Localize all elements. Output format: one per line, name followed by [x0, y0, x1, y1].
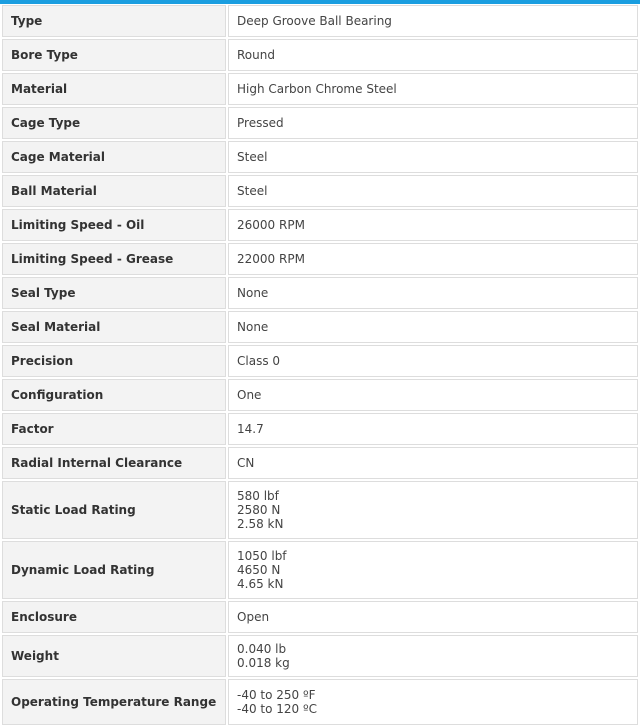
- spec-value-line: 4650 N: [237, 563, 281, 577]
- spec-value-line: 4.65 kN: [237, 577, 284, 591]
- spec-value-line: 14.7: [237, 422, 264, 436]
- spec-value-line: -40 to 120 ºC: [237, 702, 318, 716]
- specifications-body: [2, 5, 638, 725]
- spec-label: Seal Material: [2, 311, 226, 343]
- spec-value: [228, 175, 638, 207]
- spec-value: [228, 311, 638, 343]
- spec-value: [228, 679, 638, 725]
- spec-label: Limiting Speed - Oil: [2, 209, 226, 241]
- spec-row: [2, 601, 638, 633]
- spec-row: [2, 39, 638, 71]
- spec-value-line: -40 to 250 ºF: [237, 688, 316, 702]
- spec-value-line: Deep Groove Ball Bearing: [237, 14, 392, 28]
- spec-value-line: None: [237, 320, 269, 334]
- spec-value: [228, 277, 638, 309]
- spec-value: [228, 107, 638, 139]
- spec-value-line: Class 0: [237, 354, 281, 368]
- spec-label: Operating Temperature Range: [2, 679, 226, 725]
- spec-label: Type: [2, 5, 226, 37]
- spec-label: Ball Material: [2, 175, 226, 207]
- spec-value-line: None: [237, 286, 269, 300]
- spec-value-line: 2580 N: [237, 503, 281, 517]
- spec-value: [228, 413, 638, 445]
- spec-row: [2, 379, 638, 411]
- spec-value-line: CN: [237, 456, 255, 470]
- spec-value: [228, 635, 638, 677]
- spec-value-line: 0.040 lb: [237, 642, 287, 656]
- spec-value: [228, 447, 638, 479]
- spec-value: [228, 379, 638, 411]
- spec-value: [228, 541, 638, 599]
- spec-value: [228, 73, 638, 105]
- spec-row: [2, 311, 638, 343]
- specifications-table: [0, 3, 640, 727]
- spec-row: [2, 345, 638, 377]
- spec-label: Material: [2, 73, 226, 105]
- spec-value-line: 0.018 kg: [237, 656, 290, 670]
- spec-row: [2, 141, 638, 173]
- spec-row: [2, 175, 638, 207]
- spec-value: [228, 481, 638, 539]
- spec-row: [2, 73, 638, 105]
- spec-label: Weight: [2, 635, 226, 677]
- spec-value-line: 2.58 kN: [237, 517, 284, 531]
- spec-value-line: 580 lbf: [237, 489, 279, 503]
- spec-label: Seal Type: [2, 277, 226, 309]
- spec-value-line: 22000 RPM: [237, 252, 305, 266]
- spec-label: Dynamic Load Rating: [2, 541, 226, 599]
- spec-value-line: 1050 lbf: [237, 549, 287, 563]
- spec-value-line: High Carbon Chrome Steel: [237, 82, 397, 96]
- spec-label: Radial Internal Clearance: [2, 447, 226, 479]
- spec-row: [2, 5, 638, 37]
- spec-label: Precision: [2, 345, 226, 377]
- spec-value: [228, 209, 638, 241]
- spec-row: [2, 679, 638, 725]
- spec-row: [2, 107, 638, 139]
- spec-value: [228, 5, 638, 37]
- spec-row: [2, 635, 638, 677]
- spec-label: Cage Material: [2, 141, 226, 173]
- spec-value-line: Steel: [237, 184, 268, 198]
- spec-row: [2, 447, 638, 479]
- spec-value-line: 26000 RPM: [237, 218, 305, 232]
- spec-value-line: Round: [237, 48, 275, 62]
- spec-value-line: Pressed: [237, 116, 284, 130]
- spec-label: Enclosure: [2, 601, 226, 633]
- spec-value-line: Open: [237, 610, 270, 624]
- spec-value: [228, 345, 638, 377]
- spec-label: Cage Type: [2, 107, 226, 139]
- spec-label: Factor: [2, 413, 226, 445]
- spec-value: [228, 141, 638, 173]
- spec-row: [2, 243, 638, 275]
- spec-value-line: Steel: [237, 150, 268, 164]
- spec-label: Configuration: [2, 379, 226, 411]
- spec-value-line: One: [237, 388, 262, 402]
- spec-label: Limiting Speed - Grease: [2, 243, 226, 275]
- spec-row: [2, 413, 638, 445]
- spec-value: [228, 243, 638, 275]
- spec-row: [2, 481, 638, 539]
- spec-label: Static Load Rating: [2, 481, 226, 539]
- spec-label: Bore Type: [2, 39, 226, 71]
- spec-row: [2, 277, 638, 309]
- spec-value: [228, 601, 638, 633]
- spec-row: [2, 541, 638, 599]
- spec-value: [228, 39, 638, 71]
- spec-row: [2, 209, 638, 241]
